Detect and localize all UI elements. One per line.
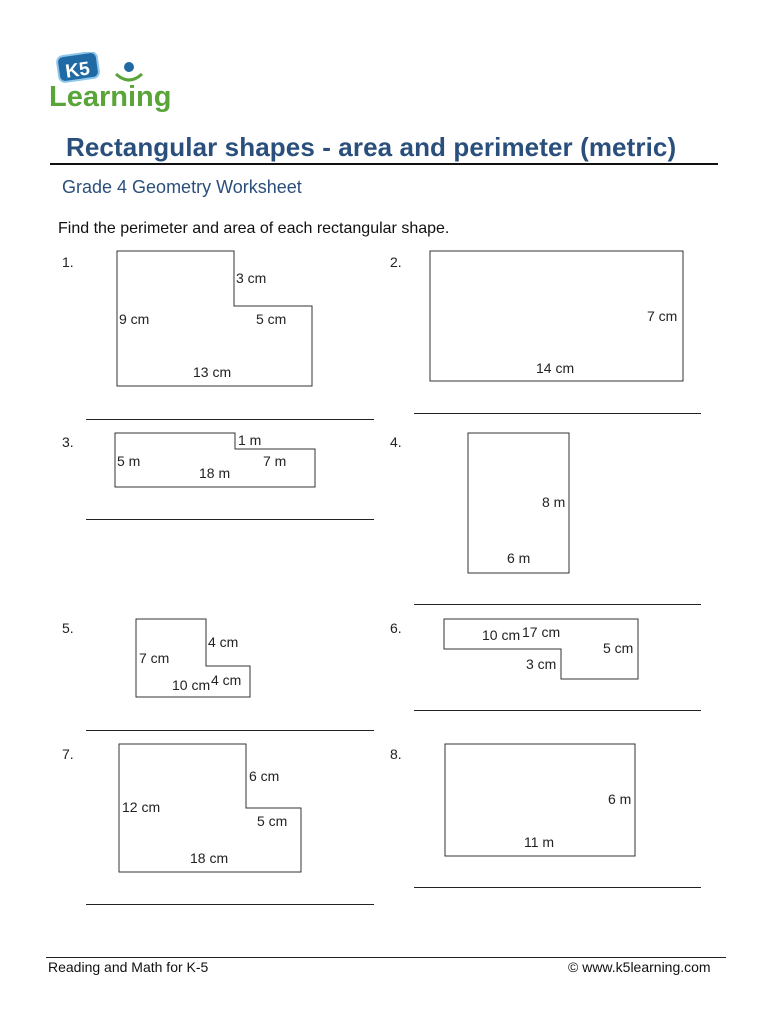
logo-badge-text: K5 xyxy=(64,58,92,83)
problem-6-label-top: 17 cm xyxy=(522,624,561,640)
problem-3-answer-line[interactable] xyxy=(86,519,374,520)
problem-2-label-right: 7 cm xyxy=(647,308,678,324)
logo-word: Learning xyxy=(49,81,172,113)
problem-4-number: 4. xyxy=(390,434,402,450)
footer-website: © www.k5learning.com xyxy=(568,959,711,975)
problem-5-label-bottom: 10 cm xyxy=(172,677,211,693)
problem-7-label-right: 5 cm xyxy=(257,813,288,829)
problem-7-label-top-step: 6 cm xyxy=(249,768,280,784)
problem-2-answer-line[interactable] xyxy=(414,413,701,414)
problem-7-label-bottom: 18 cm xyxy=(190,850,229,866)
problem-7-number: 7. xyxy=(62,746,74,762)
problem-1-label-top-step: 3 cm xyxy=(236,270,267,286)
problem-2-label-bottom: 14 cm xyxy=(536,360,575,376)
problem-5-answer-line[interactable] xyxy=(86,730,374,731)
problem-1-label-left: 9 cm xyxy=(119,311,150,327)
problem-6-answer-line[interactable] xyxy=(414,710,701,711)
problem-5-label-left: 7 cm xyxy=(139,650,170,666)
problem-7-label-left: 12 cm xyxy=(122,799,161,815)
problem-6-label-left: 10 cm xyxy=(482,627,521,643)
problem-8-label-bottom: 11 m xyxy=(524,834,555,850)
footer-divider xyxy=(46,957,726,958)
footer-tagline: Reading and Math for K-5 xyxy=(48,959,209,975)
problem-8-label-right: 6 m xyxy=(608,791,632,807)
problem-4-label-right: 8 m xyxy=(542,494,566,510)
problem-1-label-bottom: 13 cm xyxy=(193,364,232,380)
problem-6-number: 6. xyxy=(390,620,402,636)
worksheet-subtitle: Grade 4 Geometry Worksheet xyxy=(62,177,302,197)
problem-5-label-right: 4 cm xyxy=(211,672,242,688)
problem-8-answer-line[interactable] xyxy=(414,887,701,888)
problem-3-label-right: 7 m xyxy=(263,453,287,469)
problem-1-label-right: 5 cm xyxy=(256,311,287,327)
problem-1-number: 1. xyxy=(62,254,74,270)
problem-2-number: 2. xyxy=(390,254,402,270)
problem-7-answer-line[interactable] xyxy=(86,904,374,905)
problem-3-number: 3. xyxy=(62,434,74,450)
problem-6-label-right: 5 cm xyxy=(603,640,634,656)
problem-6-label-step: 3 cm xyxy=(526,656,557,672)
problem-3-label-left: 5 m xyxy=(117,453,141,469)
problem-5-label-top-step: 4 cm xyxy=(208,634,239,650)
problem-8-number: 8. xyxy=(390,746,402,762)
problem-4-label-bottom: 6 m xyxy=(507,550,531,566)
problem-3-label-bottom: 18 m xyxy=(199,465,231,481)
page-title: Rectangular shapes - area and perimeter (metric) xyxy=(66,132,677,162)
instructions: Find the perimeter and area of each rectangular shape. xyxy=(58,220,450,237)
problem-3-label-step: 1 m xyxy=(238,432,262,448)
problem-4-answer-line[interactable] xyxy=(414,604,701,605)
problem-1-answer-line[interactable] xyxy=(86,419,374,420)
problem-5-number: 5. xyxy=(62,620,74,636)
